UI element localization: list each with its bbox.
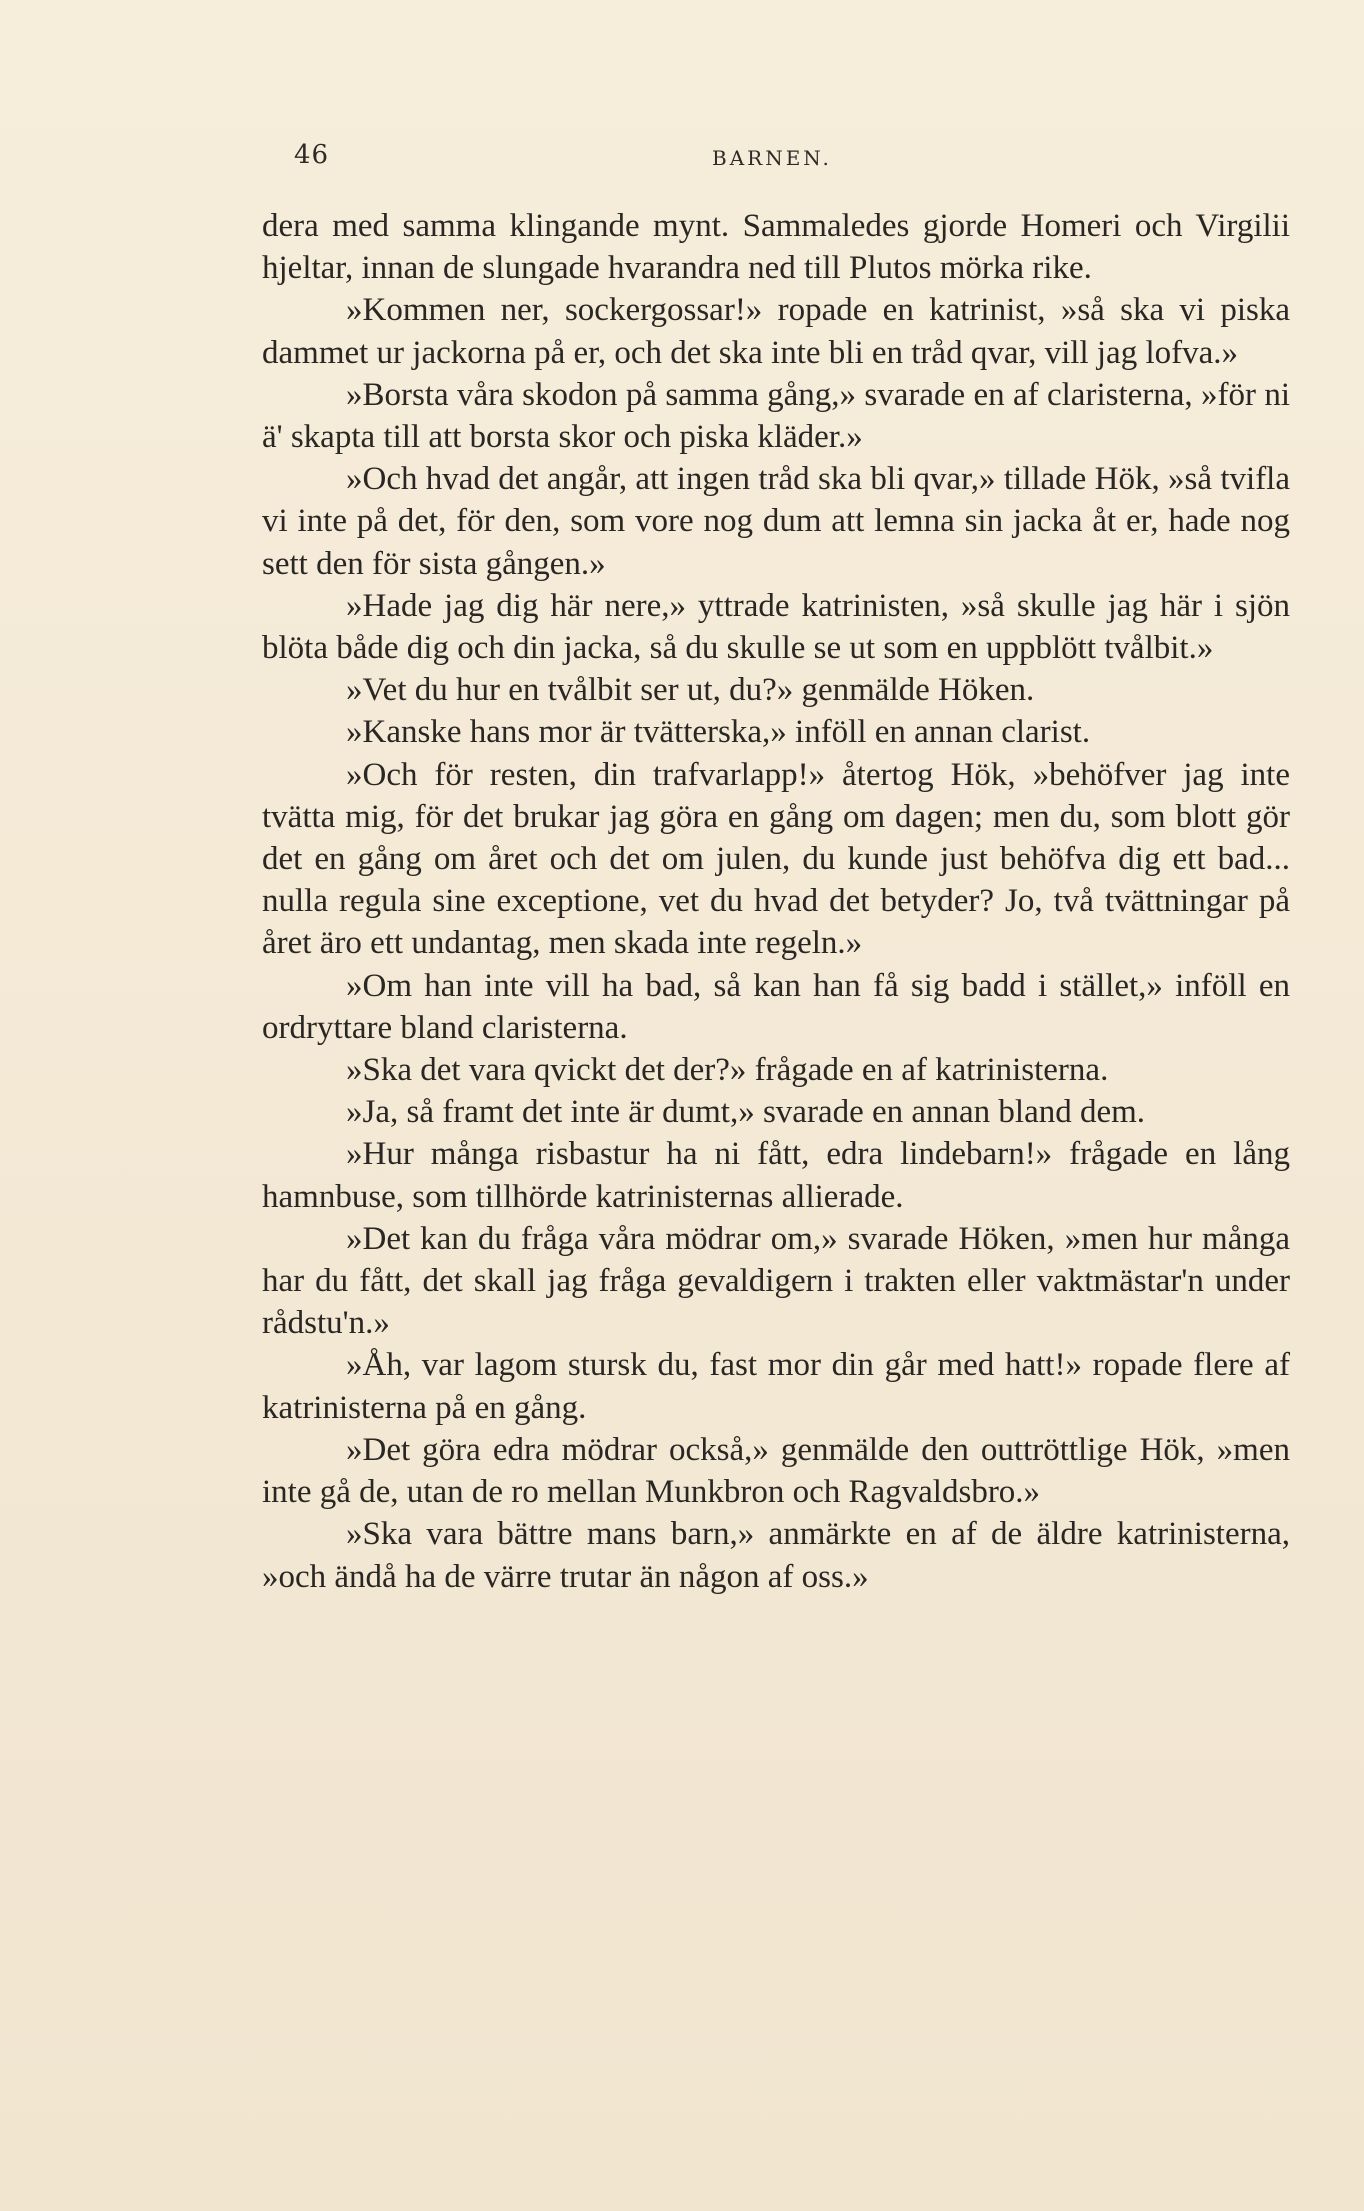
paragraph: »Kanske hans mor är tvätterska,» inföll en annan clarist. [346,714,1091,751]
page-header [294,140,1294,180]
paragraph: »Det kan du fråga våra mödrar om,» svarade Höken, »men hur många har du fått, det skall jag fråga gevaldigern i trakten eller vaktmästar'n under rådstu'n.» [262,1220,1290,1342]
paragraph: »Och hvad det angår, att ingen tråd ska bli qvar,» tillade Hök, »så tvifla vi inte på det, för den, som vore nog dum att lemna sin jacka åt er, hade nog sett den för sista gången.» [262,461,1290,582]
paragraph: »Vet du hur en tvålbit ser ut, du?» genmälde Höken. [346,672,1035,709]
paragraph: »Hur många risbastur ha ni fått, edra lindebarn!» frågade en lång hamnbuse, som tillhörde katrinisternas allierade. [262,1136,1290,1215]
paragraph: »Om han inte vill ha bad, så kan han få sig badd i stället,» inföll en ordryttare bland claristerna. [262,967,1290,1046]
paragraph: »Borsta våra skodon på samma gång,» svarade en af claristerna, »för ni ä' skapta till att borsta skor och piska kläder.» [262,376,1290,456]
paragraph: dera med samma klingande mynt. Sammaledes gjorde Homeri och Virgilii hjeltar, innan de slungade hvarandra ned till Plutos mörka rike. [262,208,1290,287]
running-head: BARNEN. [712,146,832,170]
paragraph: »Det göra edra mödrar också,» genmälde den outtröttlige Hök, »men inte gå de, utan de ro mellan Munkbron och Ragvaldsbro.» [262,1431,1290,1511]
paragraph: »Kommen ner, sockergossar!» ropade en katrinist, »så ska vi piska dammet ur jackorna på er, och det ska inte bli en tråd qvar, vill jag lofva.» [262,292,1290,371]
paragraph: »Hade jag dig här nere,» yttrade katrinisten, »så skulle jag här i sjön blöta både dig och din jacka, så du skulle se ut som en uppblött tvålbit.» [262,587,1290,667]
paragraph: »Och för resten, din trafvarlapp!» återtog Hök, »behöfver jag inte tvätta mig, för det brukar jag göra en gång om dagen; men du, som blott gör det en gång om året och det om julen, du kunde just behöfva dig ett bad... nulla regula sine exceptione, vet du hvad det betyder? Jo, två tvättningar på året äro ett undantag, men skada inte regeln.» [262,756,1290,962]
paragraph: »Ska vara bättre mans barn,» anmärkte en af de äldre katrinisterna, »och ändå ha de värre trutar än någon af oss.» [262,1516,1290,1595]
paragraph: »Ja, så framt det inte är dumt,» svarade en annan bland dem. [346,1094,1146,1131]
paragraph: »Ska det vara qvickt det der?» frågade en af katrinisterna. [346,1052,1109,1089]
page-number: 46 [294,140,330,170]
body-text [262,205,1290,1598]
paragraph: »Åh, var lagom stursk du, fast mor din går med hatt!» ropade flere af katrinisterna på en gång. [262,1347,1290,1426]
